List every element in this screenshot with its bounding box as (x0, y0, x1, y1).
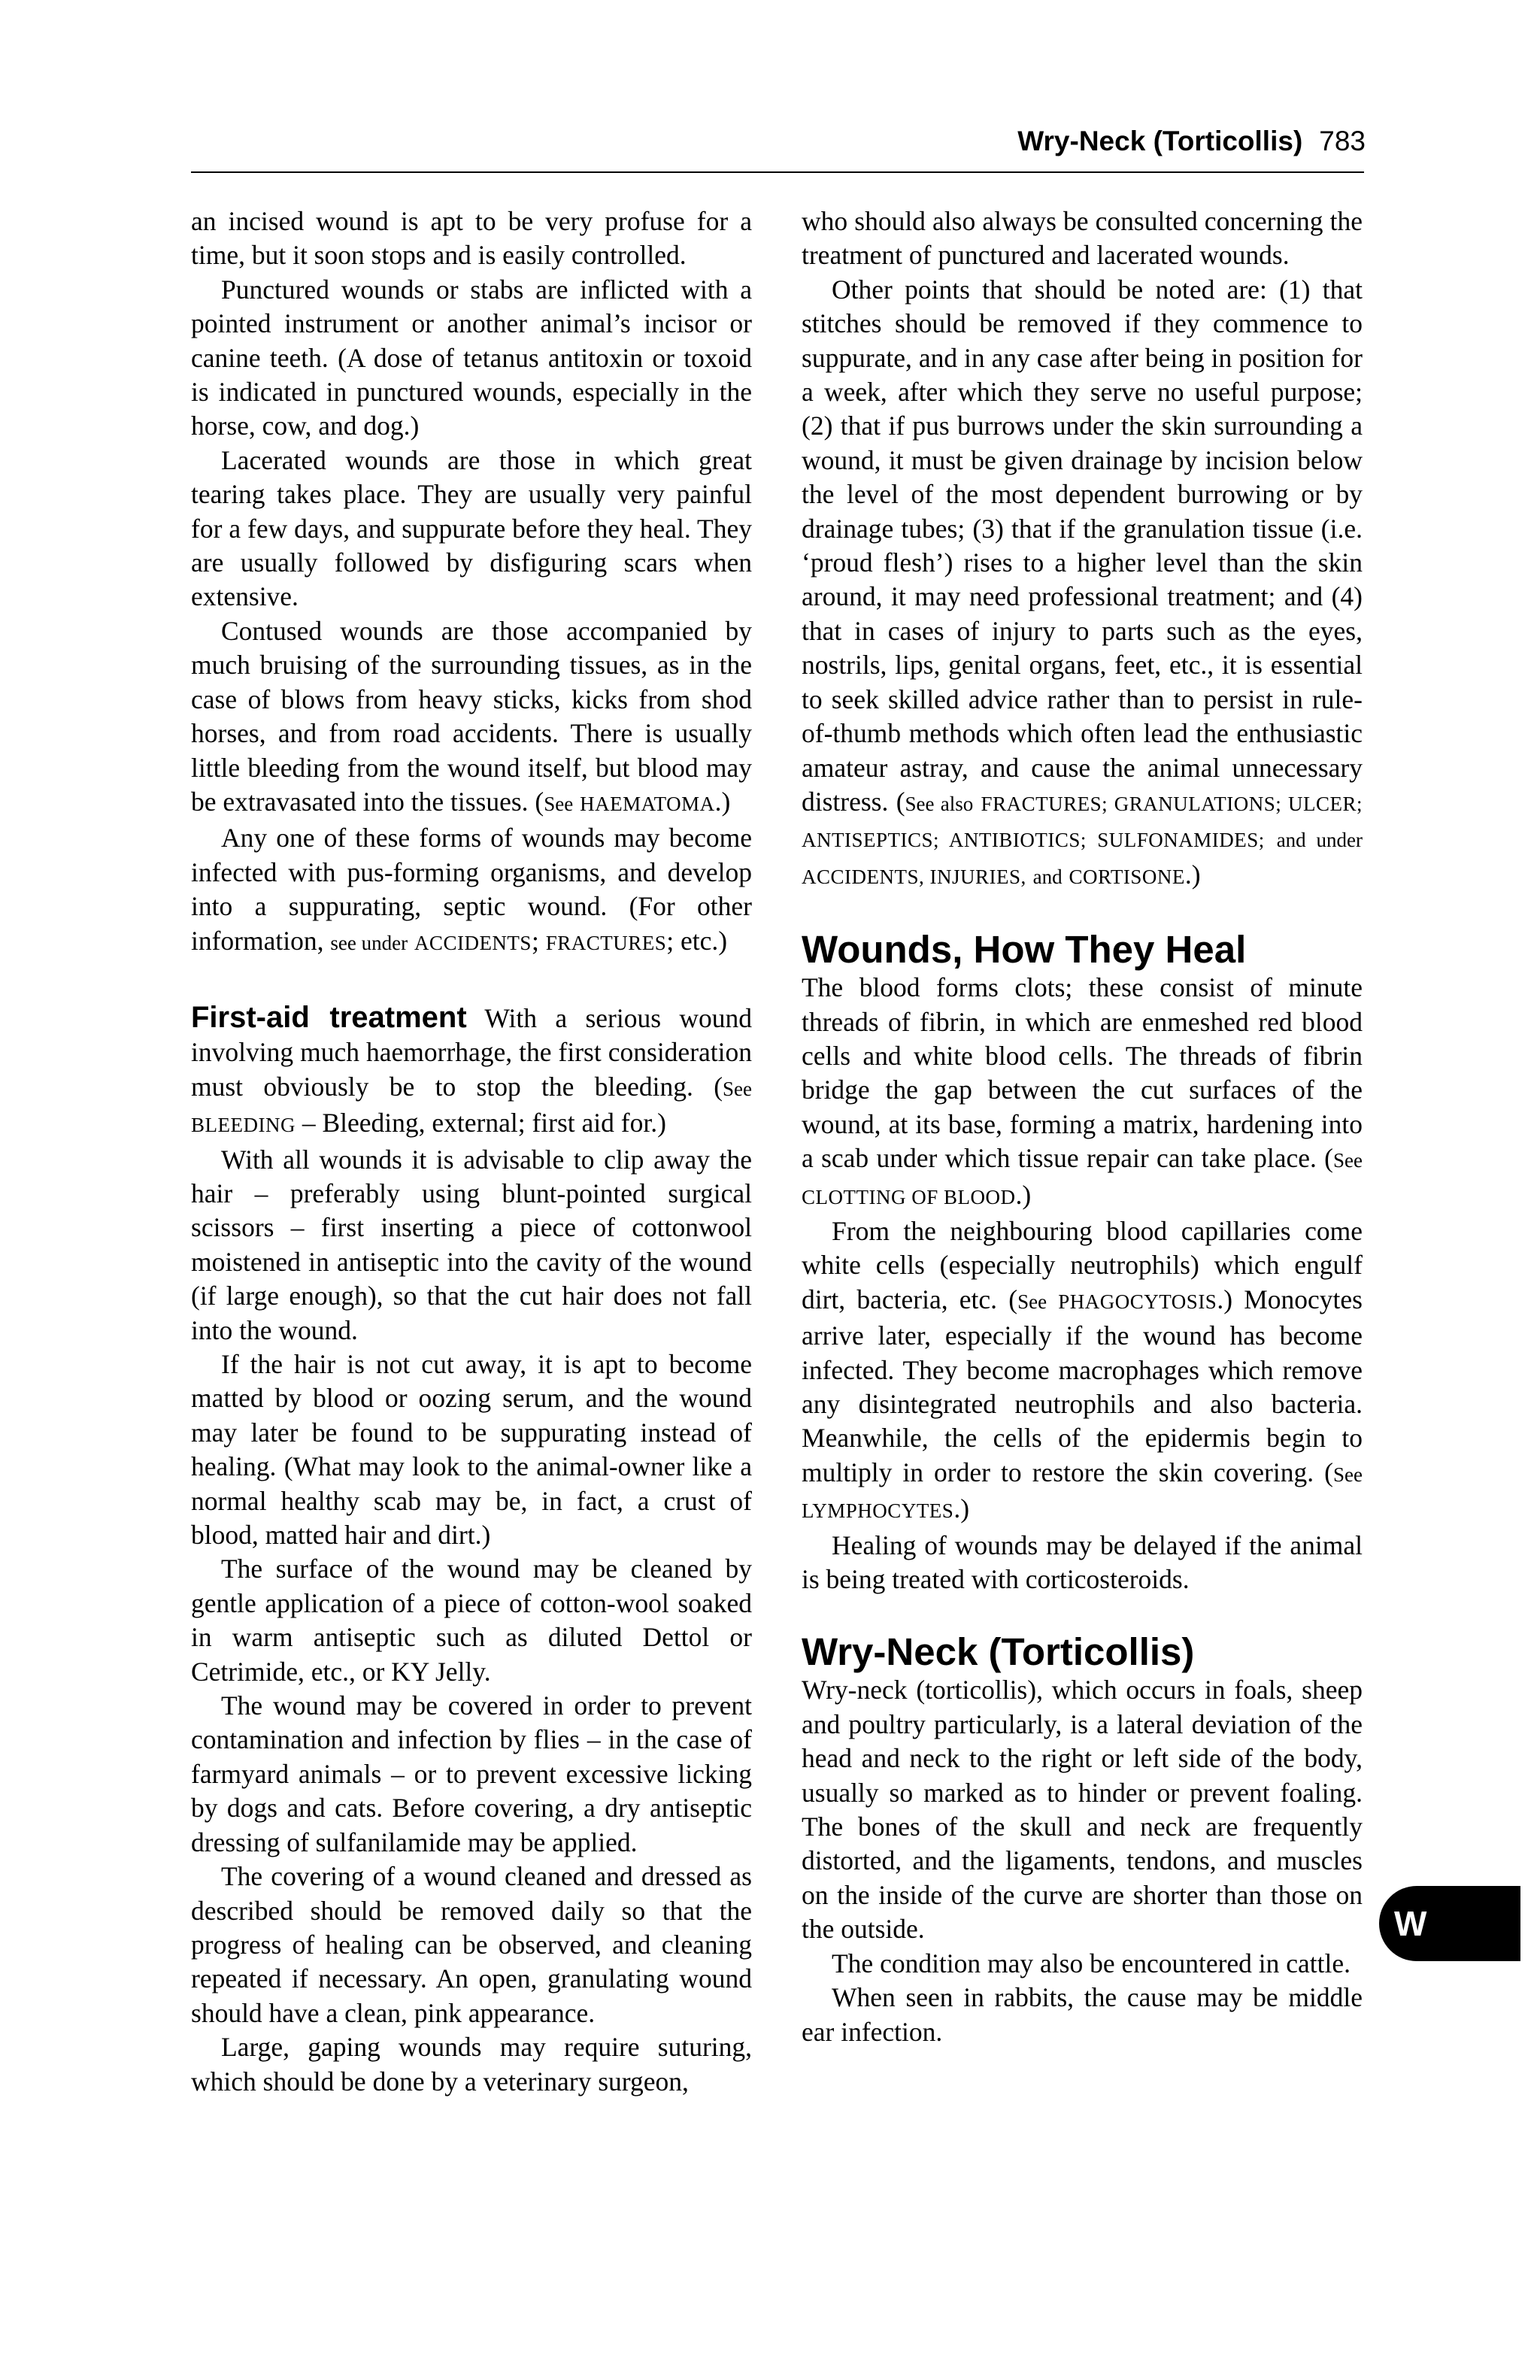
spacer (802, 894, 1363, 929)
paragraph (802, 273, 1363, 894)
paragraph-text: .) (1184, 859, 1201, 890)
header-rule (191, 171, 1364, 173)
cross-reference: ACCIDENTS (414, 931, 532, 954)
paragraph: Punctured wounds or stabs are inflicted with a pointed instrument or another animal’s incisor or canine teeth. (A dose of tetanus antitoxin or toxoid is indicated in punctured wounds, especially in the horse, cow, and dog.) (191, 274, 752, 441)
cross-reference: ACCIDENTS, INJURIES, (802, 865, 1026, 888)
running-head (1017, 125, 1366, 158)
paragraph: Healing of wounds may be delayed if the animal is being treated with corticosteroids. (802, 1530, 1363, 1595)
paragraph: an incised wound is apt to be very profuse for a time, but it soon stops and is easily controlled. (191, 206, 752, 271)
see-reference: See (1017, 1290, 1047, 1313)
left-column (191, 205, 752, 2099)
paragraph-text: .) (1015, 1179, 1032, 1210)
paragraph-text: .) (714, 786, 731, 817)
paragraph: The covering of a wound cleaned and dressed as described should be removed daily so that the progress of healing can be observed, and cleaning repeated if necessary. An open, granulating wound should have a clean, pink appearance. (191, 1861, 752, 2028)
paragraph (802, 971, 1363, 1214)
paragraph (191, 1001, 752, 1143)
see-reference: and (1032, 865, 1063, 888)
cross-reference: BLEEDING (191, 1114, 296, 1137)
subheading-first-aid: First-aid treatment (191, 1000, 467, 1034)
paragraph-text: Any one of these forms of wounds may become infected with pus-forming organisms, and develop into a suppurating, septic wound. (For other information, (191, 823, 752, 956)
paragraph (802, 1214, 1363, 1529)
cross-reference: CORTISONE (1069, 865, 1185, 888)
entry-title-wounds-heal: Wounds, How They Heal (802, 928, 1247, 972)
paragraph-text: .) (953, 1493, 970, 1524)
cross-reference: HAEMATOMA (580, 792, 715, 815)
spacer (802, 1596, 1363, 1631)
paragraph: With all wounds it is advisable to clip away the hair – preferably using blunt-pointed surgical scissors – first inserting a piece of cottonwool moistened in antiseptic into the cavity of the wound (if large enough), so that the cut hair does not fall into the wound. (191, 1144, 752, 1345)
paragraph (191, 821, 752, 960)
running-head-title: Wry-Neck (Torticollis) (1017, 126, 1303, 156)
paragraph: who should also always be consulted concerning the treatment of punctured and lacerated wounds. (802, 206, 1363, 271)
paragraph: Wry-neck (torticollis), which occurs in foals, sheep and poultry particularly, is a lateral deviation of the head and neck to the right or left side of the body, usually so marked as to hinder or prevent foaling. The bones of the skull and neck are frequently distorted, and the ligaments, tendons, and muscles on the inside of the curve are shorter than those on the outside. (802, 1675, 1363, 1945)
paragraph: Lacerated wounds are those in which great tearing takes place. They are usually very painful for a few days, and suppurate before they heal. They are usually followed by disfiguring scars when extensive. (191, 444, 752, 612)
cross-reference: FRACTURES (545, 931, 667, 954)
see-reference: and under (1276, 829, 1363, 852)
cross-reference: CLOTTING OF BLOOD (802, 1185, 1016, 1208)
paragraph-text: ; etc.) (666, 925, 728, 956)
cross-reference: PHAGOCYTOSIS (1058, 1290, 1217, 1313)
paragraph (191, 614, 752, 821)
paragraph: The surface of the wound may be cleaned by gentle application of a piece of cotton-wool soaked in warm antiseptic such as diluted Dettol or Cetrimide, etc., or KY Jelly. (191, 1554, 752, 1687)
see-reference: See (544, 792, 574, 815)
paragraph-text: ; (531, 925, 539, 956)
paragraph-text: Other points that should be noted are: (1) that stitches should be removed if they commence to suppurate, and in any case after being in position for a week, after which they serve no useful purpose; (2) that if pus burrows under the skin surrounding a wound, it must be given drainage by incision below the level of the most dependent burrowing or by drainage tubes; (3) that if the granulation tissue (i.e. ‘proud flesh’) rises to a higher level than the skin around, it may need professional treatment; and (4) that in cases of injury to parts such as the eyes, nostrils, lips, genital organs, feet, etc., it is essential to seek skilled advice rather than to persist in rule-of-thumb methods which often lead the enthusiastic amateur astray, and cause the animal unnecessary distress. ( (802, 274, 1363, 817)
thumb-index-tab: W (1379, 1886, 1520, 1961)
see-reference: See (723, 1077, 752, 1100)
cross-reference: LYMPHOCYTES (802, 1499, 954, 1523)
spacer (191, 960, 752, 1001)
paragraph-text: .) Monocytes arrive later, especially if the wound has become infected. They become macrophages which remove any disintegrated neutrophils and also bacteria. Meanwhile, the cells of the epidermis begin to multiply in order to restore the skin covering. ( (802, 1284, 1363, 1487)
right-column (802, 205, 1363, 2049)
page-number: 783 (1319, 126, 1366, 156)
paragraph: The condition may also be encountered in cattle. (832, 1948, 1351, 1978)
paragraph: When seen in rabbits, the cause may be middle ear infection. (802, 1982, 1363, 2047)
paragraph: The wound may be covered in order to prevent contamination and infection by flies – in the case of farmyard animals – or to prevent excessive licking by dogs and cats. Before covering, a dry antiseptic dressing of sulfanilamide may be applied. (191, 1690, 752, 1857)
paragraph-text: With a serious wound involving much haemorrhage, the first consideration must obviously be to stop the bleeding. ( (191, 1002, 753, 1102)
entry-title-wry-neck: Wry-Neck (Torticollis) (802, 1630, 1195, 1674)
paragraph: If the hair is not cut away, it is apt to become matted by blood or oozing serum, and the wound may later be found to be suppurating instead of healing. (What may look to the animal-owner like a normal healthy scab may be, in fact, a crust of blood, matted hair and dirt.) (191, 1349, 752, 1551)
paragraph-text: – Bleeding, external; first aid for.) (302, 1108, 666, 1138)
cross-reference: FRACTURES; GRANULATIONS; ULCER; ANTISEPTICS; ANTIBIOTICS; SULFONAMIDES; (802, 792, 1363, 852)
paragraph-text: From the neighbouring blood capillaries come white cells (especially neutrophils) which engulf dirt, bacteria, etc. ( (802, 1215, 1363, 1314)
see-reference: See (1333, 1149, 1363, 1172)
see-reference: See (1333, 1463, 1363, 1486)
paragraph-text: Contused wounds are those accompanied by much bruising of the surrounding tissues, as in the case of blows from heavy sticks, kicks from shod horses, and from road accidents. There is usually little bleeding from the wound itself, but blood may be extravasated into the tissues. ( (191, 615, 752, 817)
paragraph: Large, gaping wounds may require suturing, which should be done by a veterinary surgeon, (191, 2032, 752, 2097)
see-reference: See also (905, 792, 974, 815)
see-reference: see under (330, 931, 408, 954)
paragraph-text: The blood forms clots; these consist of minute threads of fibrin, in which are enmeshed red blood cells and white blood cells. The threads of fibrin bridge the gap between the cut surfaces of the wound, at its base, forming a matrix, hardening into a scab under which tissue repair can take place. ( (802, 972, 1363, 1174)
